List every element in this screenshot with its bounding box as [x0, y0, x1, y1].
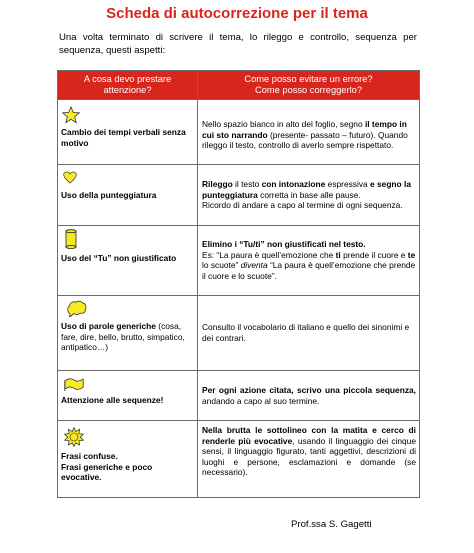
heart-icon: [63, 171, 77, 184]
table-row: [58, 165, 420, 226]
table-header-row: [58, 71, 420, 100]
sun-icon: [64, 427, 84, 447]
banner-icon: [63, 377, 85, 392]
header-col2: Come posso evitare un errore? Come posso correggerlo?: [198, 71, 420, 100]
row-text-cell: Per ogni azione citata, scrivo una piccola sequenza, andando a capo al suo termine.: [198, 371, 420, 421]
row-text-cell: Nello spazio bianco in alto del foglio, segno il tempo in cui sto narrando (presente- passato – futuro). Quando rileggo il testo, controllo di averlo sempre rispettato.: [198, 100, 420, 165]
row-label-cell: [58, 371, 198, 421]
intro-text: Una volta terminato di scrivere il tema, lo rileggo e controllo, sequenza per sequenza, questi aspetti:: [59, 32, 417, 56]
table-row: [58, 371, 420, 421]
table-row: [58, 296, 420, 371]
table-row: [58, 421, 420, 498]
row-text-cell: Elimino i “Tu/ti” non giustificati nel testo. Es: “La paura è quell’emozione che ti prende il cuore e te lo scuote” diventa “La paura è quell’emozione che prende il cuore e lo scuote”.: [198, 226, 420, 296]
row-label-cell: [58, 296, 198, 371]
row-label: Cambio dei tempi verbali senza motivo: [61, 127, 186, 148]
row-label: Uso del “Tu” non giustificato: [61, 253, 177, 263]
row-label-cell: [58, 421, 198, 498]
table-row: [58, 100, 420, 165]
row-label-cell: [58, 100, 198, 165]
checklist-table: [57, 70, 420, 498]
row-label: Frasi confuse. Frasi generiche e poco evocative.: [61, 451, 153, 483]
header-col1: A cosa devo prestare attenzione?: [58, 71, 198, 100]
row-text-cell: Nella brutta le sottolineo con la matita e cerco di renderle più evocative, usando il linguaggio dei cinque sensi, il linguaggio figurato, tanti aggettivi, descrizioni di luoghi e persone, esclamazioni e domande (se necessario).: [198, 421, 420, 498]
row-label-cell: [58, 226, 198, 296]
row-label: Attenzione alle sequenze!: [61, 395, 164, 405]
row-label: Uso di parole generiche (cosa, fare, dire, bello, brutto, simpatico, antipatico…): [61, 321, 185, 353]
signature: Prof.ssa S. Gagetti: [291, 519, 372, 530]
page-title: Scheda di autocorrezione per il tema: [106, 5, 368, 22]
row-label-cell: [58, 165, 198, 226]
speech-bubble-icon: [66, 300, 88, 318]
table-row: [58, 226, 420, 296]
row-text-cell: Rileggo il testo con intonazione espressiva e segno la punteggiatura corretta in base alle pause. Ricordo di andare a capo al termine di ogni sequenza.: [198, 165, 420, 226]
row-label: Uso della punteggiatura: [61, 190, 157, 200]
star-icon: [62, 106, 80, 124]
scroll-icon: [65, 229, 77, 249]
row-text-cell: Consulto il vocabolario di italiano e quello dei sinonimi e dei contrari.: [198, 296, 420, 371]
